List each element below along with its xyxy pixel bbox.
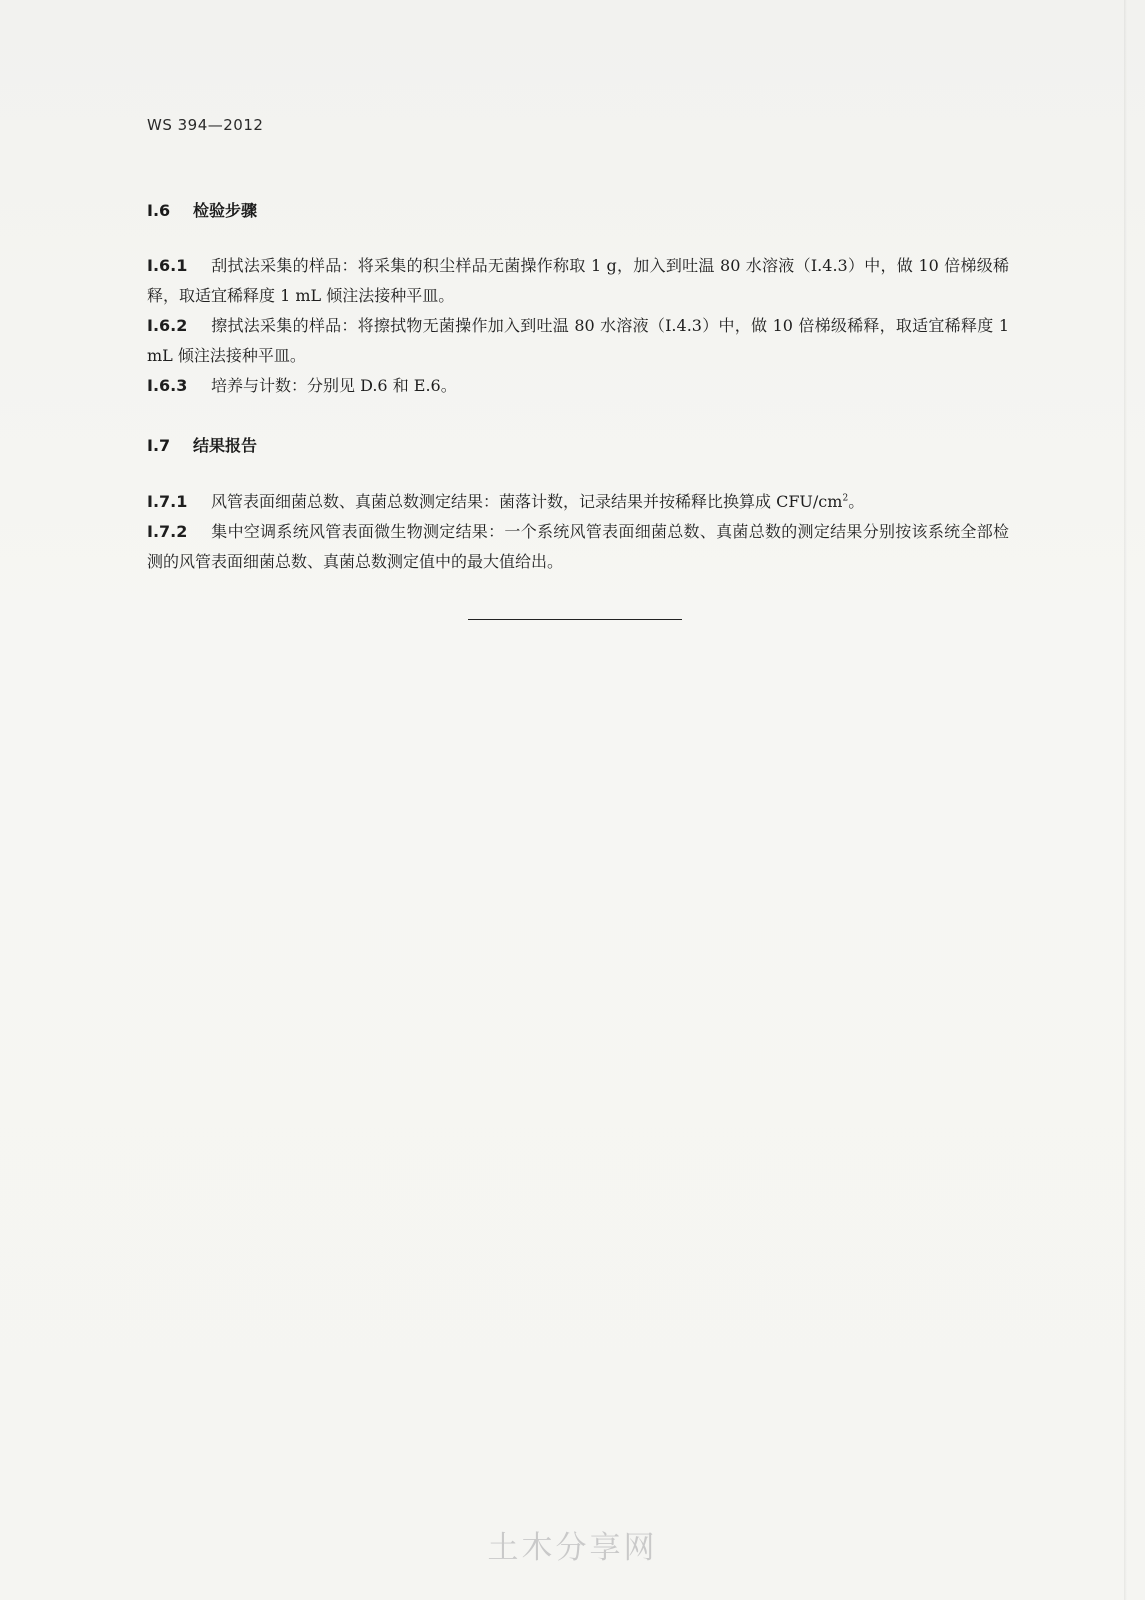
- clause-number: I.6.1: [147, 256, 188, 275]
- clause-number: I.6.3: [147, 376, 188, 395]
- clause-i6-3: [147, 371, 1009, 401]
- section-number: I.6: [147, 201, 171, 220]
- clause-text: 培养与计数：分别见 D.6 和 E.6。: [211, 376, 457, 395]
- scan-edge: [1124, 0, 1127, 1600]
- clause-i6-2: [147, 311, 1009, 371]
- clause-number: I.6.2: [147, 316, 188, 335]
- clause-text-end: 。: [848, 492, 865, 511]
- section-heading-i6: [147, 198, 257, 221]
- clause-i6-1: [147, 251, 1009, 311]
- clause-text: 集中空调系统风管表面微生物测定结果：一个系统风管表面细菌总数、真菌总数的测定结果分别按该系统全部检测的风管表面细菌总数、真菌总数测定值中的最大值给出。: [147, 522, 1009, 571]
- standard-code: WS 394—2012: [147, 116, 264, 134]
- clause-number: I.7.1: [147, 492, 188, 511]
- clause-text: 擦拭法采集的样品：将擦拭物无菌操作加入到吐温 80 水溶液（I.4.3）中，做 10 倍梯级稀释，取适宜稀释度 1 mL 倾注法接种平皿。: [147, 316, 1009, 365]
- clause-text: 刮拭法采集的样品：将采集的积尘样品无菌操作称取 1 g，加入到吐温 80 水溶液（I.4.3）中，做 10 倍梯级稀释，取适宜稀释度 1 mL 倾注法接种平皿。: [147, 256, 1009, 305]
- clause-text: 风管表面细菌总数、真菌总数测定结果：菌落计数，记录结果并按稀释比换算成 CFU/cm: [211, 492, 843, 511]
- clause-i7-1: [147, 487, 1009, 517]
- clause-number: I.7.2: [147, 522, 188, 541]
- section-title: 检验步骤: [193, 201, 258, 220]
- section-title: 结果报告: [193, 436, 258, 455]
- section-number: I.7: [147, 436, 171, 455]
- end-rule: [468, 619, 682, 620]
- clause-i7-2: [147, 517, 1009, 577]
- section-heading-i7: [147, 433, 257, 456]
- watermark-text: 土木分享网: [487, 1530, 658, 1566]
- clause-superscript: 2: [842, 493, 849, 504]
